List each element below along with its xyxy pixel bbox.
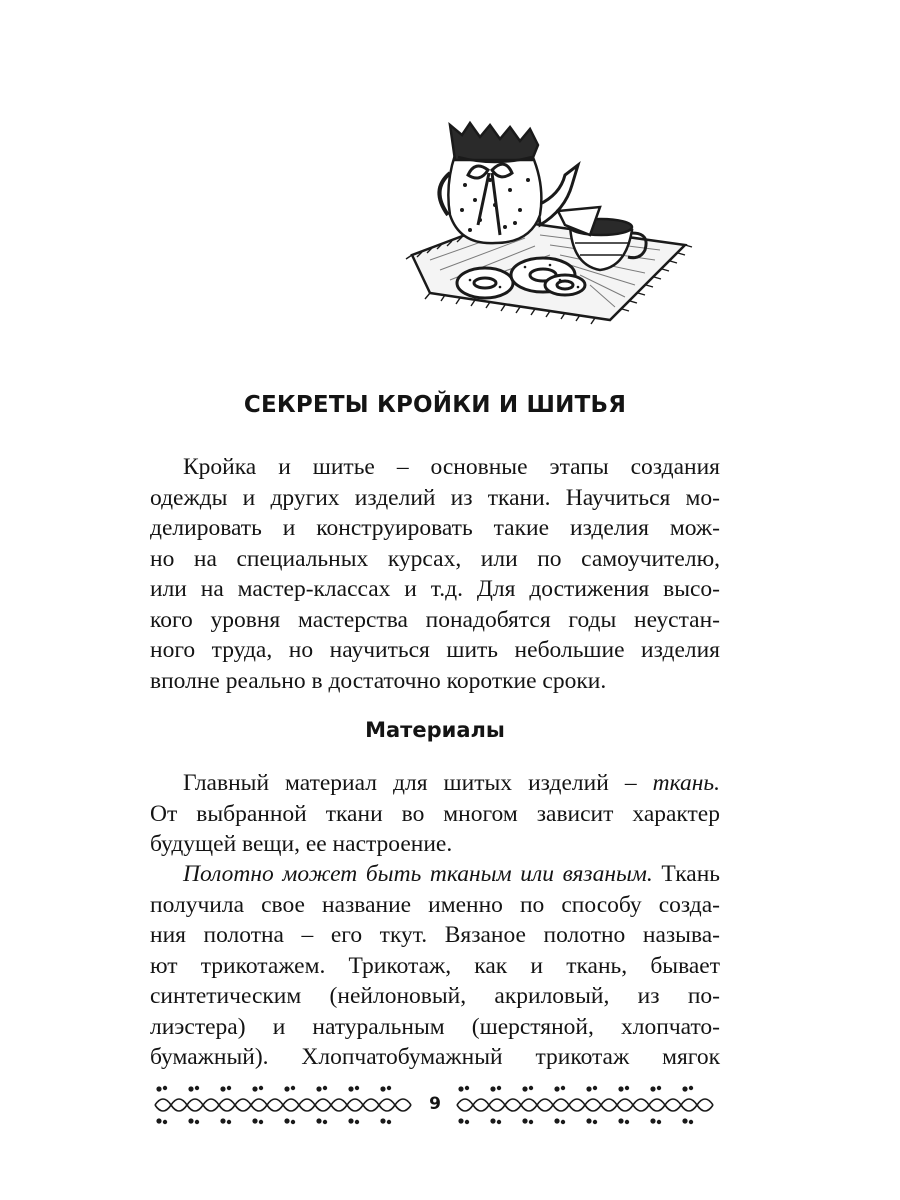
paragraph-line: синтетическим (нейлоновый, акриловый, из по- (150, 983, 720, 1009)
subsection-title: Материалы (365, 718, 505, 742)
materials-paragraph-1 (150, 768, 720, 860)
paragraph-line: получила свое название именно по способу созда- (150, 891, 720, 918)
ornament-left (155, 1086, 411, 1124)
italic-term: ткань. (652, 770, 720, 796)
intro-paragraph (150, 452, 720, 696)
paragraph-line (150, 859, 720, 890)
paragraph-line: вполне реально в достаточно короткие сроки. (150, 667, 607, 694)
tea-cosy (448, 123, 541, 243)
section-title: СЕКРЕТЫ КРОЙКИ И ШИТЬЯ (243, 392, 627, 418)
paragraph-line: От выбранной ткани во многом зависит характер (150, 800, 720, 827)
paragraph-line: но на специальных курсах, или по самоучителю, (150, 545, 720, 572)
plain-text: Главный материал для шитых изделий – (183, 770, 653, 796)
paragraph-line: или на мастер-классах и т.д. Для достижения высо- (150, 576, 720, 602)
paragraph-line: будущей вещи, ее настроение. (150, 831, 453, 857)
materials-paragraph-2 (150, 859, 720, 1073)
paragraph-line: одежды и других изделий из ткани. Научиться мо- (150, 484, 720, 511)
paragraph-line: лиэстера) и натуральным (шерстяной, хлопчато- (150, 1013, 720, 1040)
paragraph-line: бумажный). Хлопчатобумажный трикотаж мягок (150, 1044, 720, 1070)
italic-phrase: Полотно может быть тканым или вязаным. (183, 861, 653, 887)
paragraph-line: ют трикотажем. Трикотаж, как и ткань, бывает (150, 952, 720, 979)
paragraph-line (150, 768, 720, 799)
plain-text: Ткань (652, 861, 720, 887)
page-number: 9 (429, 1094, 441, 1114)
paragraph-line: кого уровня мастерства понадобятся годы неустан- (150, 606, 720, 633)
ornament-right (457, 1086, 713, 1124)
paragraph-line: ния полотна – его ткут. Вязаное полотно называ- (150, 922, 720, 948)
paragraph-line: ного труда, но научиться шить небольшие изделия (150, 637, 720, 663)
paragraph-line: Кройка и шитье – основные этапы создания (183, 454, 720, 480)
paragraph-line: делировать и конструировать такие изделия мож- (150, 515, 720, 541)
teapot-illustration (400, 115, 700, 330)
